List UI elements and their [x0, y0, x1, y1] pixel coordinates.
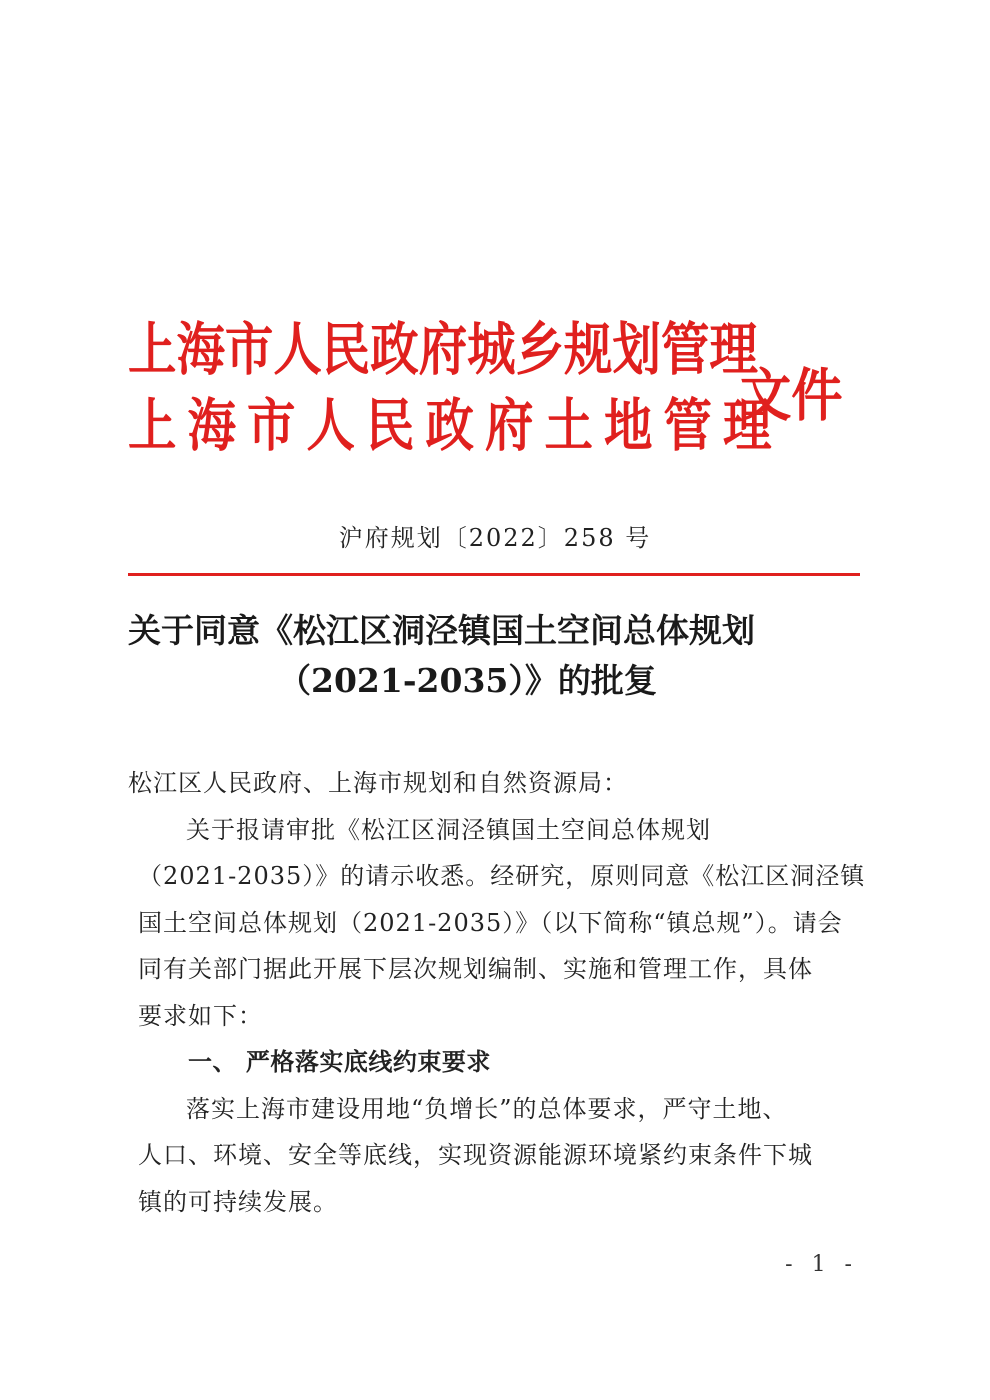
- paragraph-line: （2021-2035）》的请示收悉。经研究，原则同意《松江区洞泾镇: [138, 862, 866, 890]
- paragraph-line: 镇的可持续发展。: [138, 1187, 338, 1216]
- paragraph-line: 落实上海市建设用地“负增长”的总体要求，严守土地、: [186, 1094, 788, 1123]
- paragraph-line: 同有关部门据此开展下层次规划编制、实施和管理工作，具体: [138, 955, 813, 983]
- document-type-label: 文件: [740, 363, 843, 429]
- document-number: 沪府规划〔2022〕258 号: [338, 524, 652, 552]
- issuer-line-1: 上海市人民政府城乡规划管理: [128, 317, 758, 383]
- paragraph-line: 要求如下：: [138, 1001, 263, 1030]
- issuer-line-2: 上海市人民政府土地管理: [128, 393, 783, 459]
- section-heading-1: 一、 严格落实底线约束要求: [188, 1048, 491, 1076]
- paragraph-section-1: [128, 1086, 868, 1226]
- document-body: [128, 760, 868, 1225]
- red-divider-line: [128, 573, 860, 576]
- document-title: [128, 606, 868, 706]
- document-title-line-2: （2021-2035）》的批复: [278, 661, 657, 700]
- paragraph-approval: [128, 807, 868, 1040]
- paragraph-line: 关于报请审批《松江区洞泾镇国土空间总体规划: [186, 815, 711, 844]
- paragraph-line: 人口、环境、安全等底线，实现资源能源环境紧约束条件下城: [138, 1141, 813, 1169]
- issuer-header: [128, 312, 783, 464]
- addressee: 松江区人民政府、上海市规划和自然资源局：: [128, 769, 628, 797]
- page-number: - 1 -: [785, 1252, 858, 1277]
- document-title-line-1: 关于同意《松江区洞泾镇国土空间总体规划: [128, 611, 755, 650]
- paragraph-line: 国土空间总体规划（2021-2035）》（以下简称“镇总规”）。请会: [138, 908, 843, 937]
